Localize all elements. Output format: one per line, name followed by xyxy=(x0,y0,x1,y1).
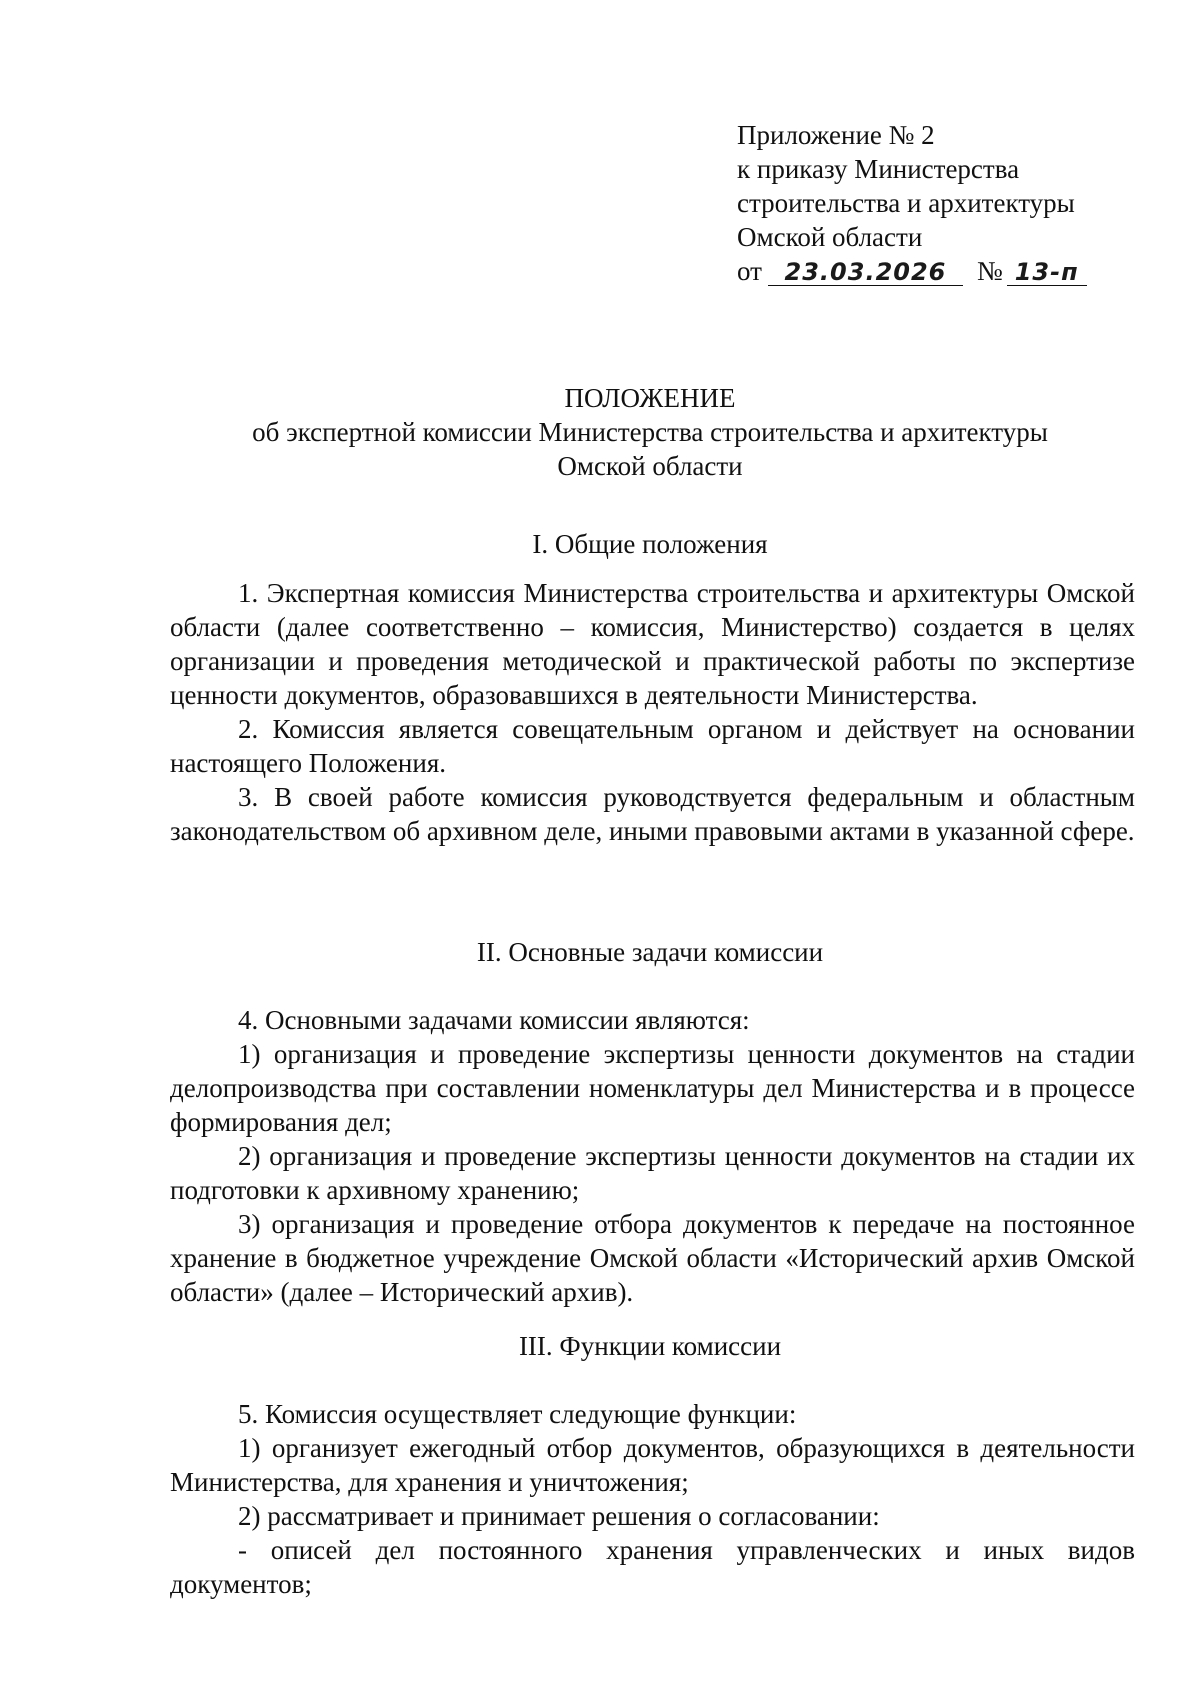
paragraph-4: 4. Основными задачами комиссии являются: xyxy=(238,1005,750,1035)
section-2-body xyxy=(170,1003,1135,1309)
annex-line-1: Приложение № 2 xyxy=(737,120,935,150)
paragraph-1: 1. Экспертная комиссия Министерства строительства и архитектуры Омской области (далее соответственно – комиссия, Министерство) создается в целях организации и проведения методической и практической работы по экспертизе ценности документов, образовавшихся в деятельности Министерства. xyxy=(170,578,1135,710)
section-1-title: I. Общие положения xyxy=(532,529,768,559)
function-item-2a: - описей дел постоянного хранения управленческих и иных видов документов; xyxy=(170,1535,1135,1599)
section-3-body xyxy=(170,1397,1135,1601)
handwritten-number: 13-п xyxy=(1007,259,1087,286)
paragraph-5: 5. Комиссия осуществляет следующие функции: xyxy=(238,1399,797,1429)
title-subtitle-line-1: об экспертной комиссии Министерства строительства и архитектуры xyxy=(252,417,1048,447)
function-item-1: 1) организует ежегодный отбор документов, образующихся в деятельности Министерства, для хранения и уничтожения; xyxy=(170,1433,1135,1497)
section-3-title: III. Функции комиссии xyxy=(518,1331,782,1361)
annex-number-label: № xyxy=(976,256,1003,286)
section-2-title: II. Основные задачи комиссии xyxy=(476,937,824,967)
paragraph-3: 3. В своей работе комиссия руководствуется федеральным и областным законодательством об архивном деле, иными правовыми актами в указанной сфере. xyxy=(170,782,1135,846)
title-heading: ПОЛОЖЕНИЕ xyxy=(564,383,736,413)
paragraph-2: 2. Комиссия является совещательным органом и действует на основании настоящего Положения. xyxy=(170,714,1135,778)
annex-from-label: от xyxy=(737,256,762,286)
task-item-3: 3) организация и проведение отбора документов к передаче на постоянное хранение в бюджетное учреждение Омской области «Исторический архив Омской области» (далее – Исторический архив). xyxy=(170,1209,1135,1307)
title-subtitle-line-2: Омской области xyxy=(557,451,743,481)
task-item-2: 2) организация и проведение экспертизы ценности документов на стадии их подготовки к архивному хранению; xyxy=(170,1141,1135,1205)
annex-line-2: к приказу Министерства xyxy=(737,154,1020,184)
document-title xyxy=(170,381,1130,483)
section-1-body xyxy=(170,576,1135,848)
function-item-2: 2) рассматривает и принимает решения о согласовании: xyxy=(238,1501,880,1531)
annex-header xyxy=(737,118,1087,288)
handwritten-date: 23.03.2026 xyxy=(768,259,963,286)
annex-line-4: Омской области xyxy=(737,222,923,252)
annex-date-line xyxy=(737,254,1087,288)
task-item-1: 1) организация и проведение экспертизы ценности документов на стадии делопроизводства при составлении номенклатуры дел Министерства и в процессе формирования дел; xyxy=(170,1039,1135,1137)
annex-line-3: строительства и архитектуры xyxy=(737,188,1075,218)
